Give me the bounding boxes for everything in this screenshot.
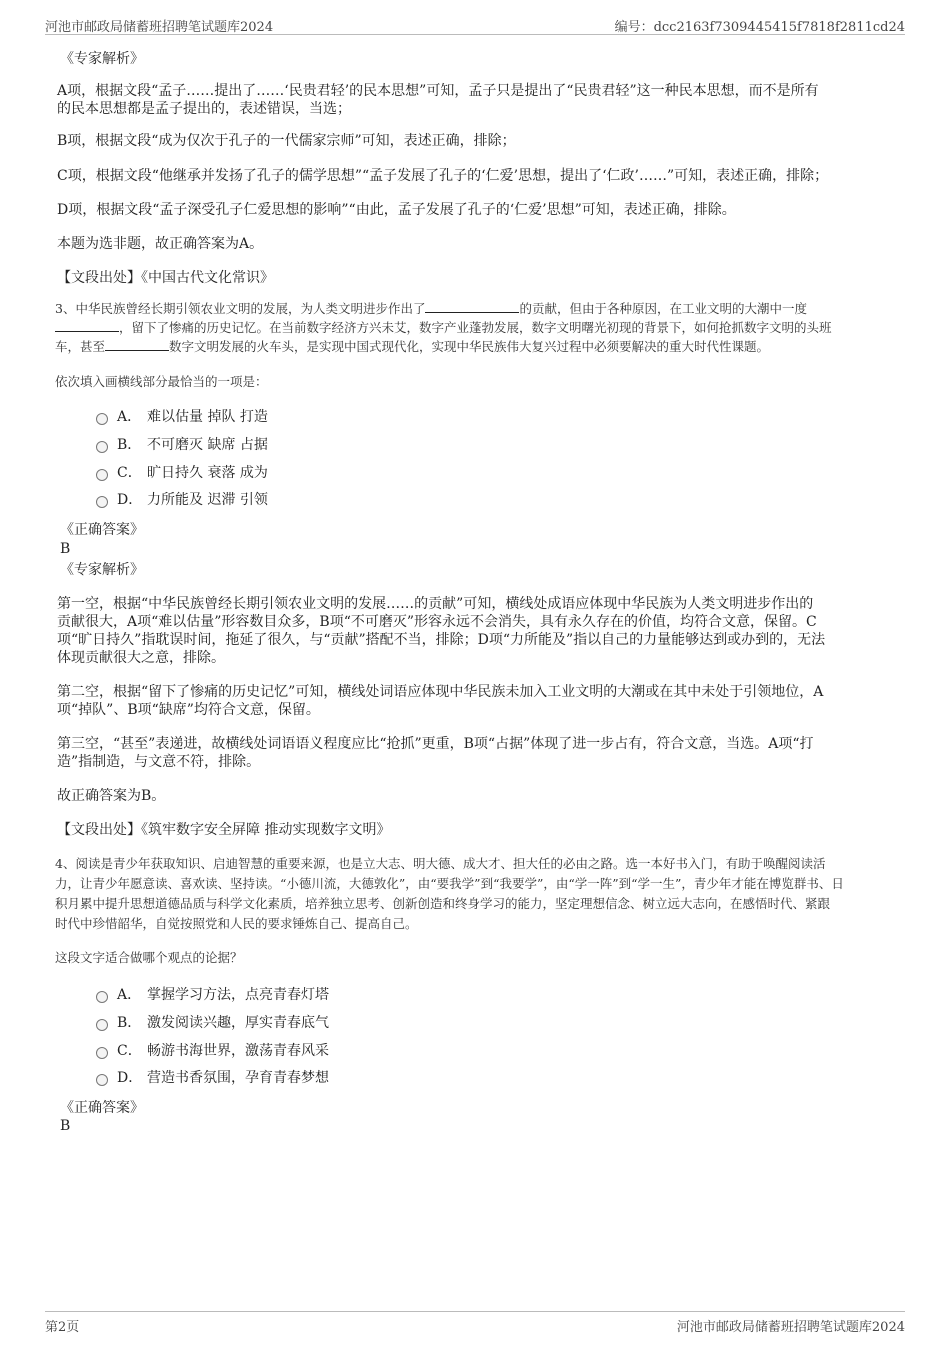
q3-analysis-p2-l1: 第二空，根据“留下了惨痛的历史记忆”可知，横线处词语应体现中华民族未加入工业文明的大潮或在其中未处于引领地位，A: [57, 684, 824, 700]
q3-blank-2: [55, 319, 119, 332]
header-title: 河池市邮政局储蓄班招聘笔试题库2024: [45, 20, 274, 35]
q3-analysis-label: 《专家解析》: [60, 562, 144, 578]
radio-icon[interactable]: [96, 413, 108, 425]
q4-option-d[interactable]: D． 营造书香氛围，孕育青春梦想: [96, 1069, 329, 1087]
q4-stem-line4: 时代中珍惜韶华，自觉按照党和人民的要求锤炼自己、提高自己。: [55, 916, 418, 931]
q3-source: 【文段出处】《筑牢数字安全屏障 推动实现数字文明》: [57, 822, 391, 838]
q3-prompt: 依次填入画横线部分最恰当的一项是：: [55, 374, 268, 389]
q3-analysis-p1-l4: 体现贡献很大之意，排除。: [57, 650, 225, 666]
q2-analysis-label: 《专家解析》: [60, 51, 144, 67]
radio-icon[interactable]: [96, 1074, 108, 1086]
q3-option-d[interactable]: D． 力所能及 迟滞 引领: [96, 491, 268, 509]
q3-analysis-p3-l2: 造”指制造，与文意不符，排除。: [57, 754, 261, 770]
q3-option-a[interactable]: A． 难以估量 掉队 打造: [96, 408, 268, 426]
q2-analysis-d: D项，根据文段“孟子深受孔子仁爱思想的影响”“由此，孟子发展了孔子的‘仁爱’思想”可知，表述正确，排除。: [57, 202, 736, 218]
page-footer: [45, 1311, 905, 1334]
q4-option-a[interactable]: A． 掌握学习方法，点亮青春灯塔: [96, 986, 329, 1004]
q3-stem-line3: 车，甚至 数字文明发展的火车头，是实现中国式现代化，实现中华民族伟大复兴过程中必须要解决的重大时代性课题。: [55, 339, 770, 354]
q3-blank-3: [105, 338, 169, 351]
header-doc-id: 编号：dcc2163f7309445415f7818f2811cd24: [614, 20, 905, 35]
q2-analysis-a-line1: A项，根据文段“孟子……提出了……‘民贵君轻’的民本思想”可知，孟子只是提出了“民贵君轻”这一种民本思想，而不是所有: [57, 83, 819, 99]
radio-icon[interactable]: [96, 1019, 108, 1031]
q3-stem-line2: ，留下了惨痛的历史记忆。在当前数字经济方兴未艾，数字产业蓬勃发展，数字文明曙光初现的背景下，如何抢抓数字文明的头班: [55, 318, 890, 337]
q4-prompt: 这段文字适合做哪个观点的论据？: [55, 950, 243, 965]
q3-stem-line1: 3、中华民族曾经长期引领农业文明的发展，为人类文明进步作出了 的贡献，但由于各种原因，在工业文明的大潮中一度: [55, 301, 807, 316]
q4-stem-line3: 积月累中提升思想道德品质与科学文化素质，培养独立思考、创新创造和终身学习的能力，坚定理想信念、树立远大志向，在感悟时代、紧跟: [55, 896, 831, 911]
q4-answer-label: 《正确答案》: [60, 1100, 144, 1116]
q2-analysis-b: B项，根据文段“成为仅次于孔子的一代儒家宗师”可知，表述正确，排除；: [57, 133, 516, 149]
page-header: [45, 12, 905, 35]
q2-analysis-c: C项，根据文段“他继承并发扬了孔子的儒学思想”“孟子发展了孔子的‘仁爱’思想，提出了‘仁政’……”可知，表述正确，排除；: [57, 168, 829, 184]
q4-option-c[interactable]: C． 畅游书海世界，激荡青春风采: [96, 1042, 329, 1060]
q4-answer: B: [60, 1118, 71, 1134]
q3-option-c[interactable]: C． 旷日持久 衰落 成为: [96, 464, 268, 482]
q2-analysis-a-line2: 的民本思想都是孟子提出的，表述错误，当选；: [57, 101, 351, 117]
q3-answer: B: [60, 541, 71, 557]
q3-answer-label: 《正确答案》: [60, 522, 144, 538]
q3-analysis-p2-l2: 项“掉队”、B项“缺席”均符合文意，保留。: [57, 702, 320, 718]
q3-conclusion: 故正确答案为B。: [57, 788, 166, 804]
radio-icon[interactable]: [96, 469, 108, 481]
q3-blank-1: [425, 300, 519, 313]
q3-analysis-p3-l1: 第三空，“甚至”表递进，故横线处词语语义程度应比“抢抓”更重，B项“占据”体现了进一步占有，符合文意，当选。A项“打: [57, 736, 814, 752]
radio-icon[interactable]: [96, 1047, 108, 1059]
q4-stem-line1: 4、阅读是青少年获取知识、启迪智慧的重要来源，也是立大志、明大德、成大才、担大任的必由之路。选一本好书入门，有助于唤醒阅读活: [55, 856, 826, 871]
q3-analysis-p1-l1: 第一空，根据“中华民族曾经长期引领农业文明的发展……的贡献”可知，横线处成语应体现中华民族为人类文明进步作出的: [57, 596, 814, 612]
q4-option-b[interactable]: B． 激发阅读兴趣，厚实青春底气: [96, 1014, 329, 1032]
radio-icon[interactable]: [96, 441, 108, 453]
radio-icon[interactable]: [96, 991, 108, 1003]
q2-source: 【文段出处】《中国古代文化常识》: [57, 270, 274, 286]
q3-option-b[interactable]: B． 不可磨灭 缺席 占据: [96, 436, 268, 454]
footer-title: 河池市邮政局储蓄班招聘笔试题库2024: [676, 1320, 905, 1335]
q3-analysis-p1-l3: 项“旷日持久”指耽误时间，拖延了很久，与“贡献”搭配不当，排除；D项“力所能及”指以自己的力量能够达到或办到的，无法: [57, 632, 826, 648]
q3-analysis-p1-l2: 贡献很大，A项“难以估量”形容数目众多，B项“不可磨灭”形容永远不会消失，具有永久存在的价值，均符合文意，保留。C: [57, 614, 817, 630]
q2-conclusion: 本题为选非题，故正确答案为A。: [57, 236, 264, 252]
radio-icon[interactable]: [96, 496, 108, 508]
page-number: 第2页: [45, 1320, 80, 1335]
q4-stem-line2: 力，让青少年愿意读、喜欢读、坚持读。“小德川流，大德敦化”，由“要我学”到“我要学”，由“学一阵”到“学一生”，青少年才能在博览群书、日: [55, 876, 844, 891]
